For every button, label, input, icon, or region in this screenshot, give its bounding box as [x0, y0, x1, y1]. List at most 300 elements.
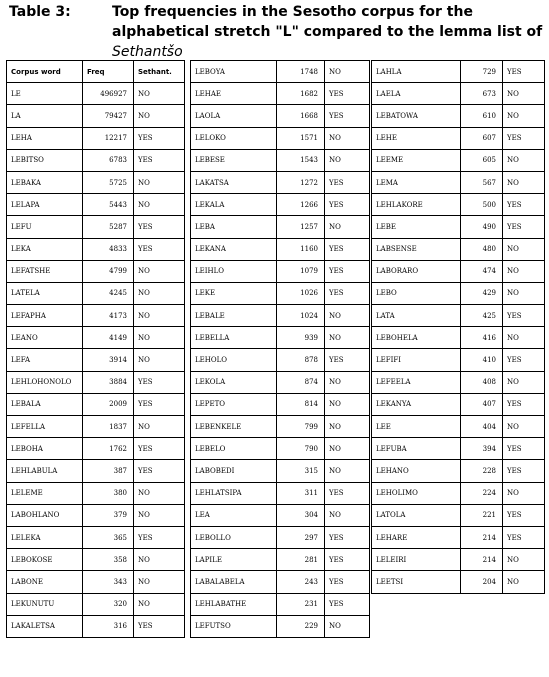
freq-cell: 4833 [83, 238, 134, 260]
freq-cell: 939 [277, 327, 325, 349]
table-row [372, 238, 545, 260]
sethant-cell: YES [325, 260, 370, 282]
freq-cell: 480 [461, 238, 503, 260]
freq-cell: 1272 [277, 171, 325, 193]
sethant-cell: YES [325, 194, 370, 216]
corpus-word-cell: LEFU [7, 216, 83, 238]
corpus-word-cell: LEE [372, 416, 461, 438]
sethant-cell: NO [325, 216, 370, 238]
table-row [372, 349, 545, 371]
corpus-word-cell: LEKALA [191, 194, 277, 216]
sethant-cell: YES [134, 526, 185, 548]
table-row [372, 105, 545, 127]
freq-cell: 790 [277, 438, 325, 460]
sethant-cell: NO [134, 105, 185, 127]
corpus-word-cell: LEBOHA [7, 438, 83, 460]
corpus-word-cell: LEBE [372, 216, 461, 238]
table-row [372, 482, 545, 504]
corpus-word-cell: LEFA [7, 349, 83, 371]
table-row [372, 194, 545, 216]
corpus-word-cell: LEHE [372, 127, 461, 149]
sethant-cell: YES [325, 549, 370, 571]
freq-cell: 297 [277, 526, 325, 548]
table-row [7, 238, 185, 260]
freq-cell: 311 [277, 482, 325, 504]
table-row [7, 216, 185, 238]
table-row [191, 260, 370, 282]
freq-cell: 4173 [83, 305, 134, 327]
table-row [372, 216, 545, 238]
table-row [7, 526, 185, 548]
sethant-cell: NO [325, 149, 370, 171]
table-row [191, 482, 370, 504]
sethant-cell: NO [325, 327, 370, 349]
table-row [191, 615, 370, 637]
freq-cell: 1748 [277, 61, 325, 83]
table-row [7, 615, 185, 637]
corpus-word-cell: LEBITSO [7, 149, 83, 171]
corpus-word-cell: LEHLABULA [7, 460, 83, 482]
sethant-cell: YES [134, 371, 185, 393]
table-row [372, 61, 545, 83]
corpus-word-cell: LEHLATSIPA [191, 482, 277, 504]
sethant-cell: YES [134, 438, 185, 460]
corpus-word-cell: LEHLAKORE [372, 194, 461, 216]
freq-cell: 490 [461, 216, 503, 238]
freq-cell: 214 [461, 549, 503, 571]
corpus-word-cell: LEFAPHA [7, 305, 83, 327]
sethant-cell: YES [134, 149, 185, 171]
freq-cell: 4149 [83, 327, 134, 349]
sethant-cell: YES [325, 83, 370, 105]
corpus-word-cell: LABOBEDI [191, 460, 277, 482]
table-row [7, 83, 185, 105]
freq-cell: 229 [277, 615, 325, 637]
corpus-word-cell: LAELA [372, 83, 461, 105]
corpus-word-cell: LABONE [7, 571, 83, 593]
corpus-word-cell: LEFIFI [372, 349, 461, 371]
corpus-word-cell: LABSENSE [372, 238, 461, 260]
table-row [7, 349, 185, 371]
table-row [7, 149, 185, 171]
table-row [7, 260, 185, 282]
freq-cell: 316 [83, 615, 134, 637]
table-row [372, 571, 545, 593]
sethant-cell: NO [503, 105, 545, 127]
freq-cell: 204 [461, 571, 503, 593]
sethant-cell: NO [503, 549, 545, 571]
table-row [191, 504, 370, 526]
freq-cell: 408 [461, 371, 503, 393]
corpus-word-cell: LEBATOWA [372, 105, 461, 127]
corpus-word-cell: LEHANO [372, 460, 461, 482]
sethant-cell: NO [134, 83, 185, 105]
caption-italic: Sethantšo [112, 44, 183, 60]
table-row [191, 238, 370, 260]
table-row [191, 149, 370, 171]
freq-cell: 1543 [277, 149, 325, 171]
corpus-word-cell: LEBA [191, 216, 277, 238]
freq-cell: 304 [277, 504, 325, 526]
sethant-cell: YES [503, 438, 545, 460]
sethant-cell: YES [325, 282, 370, 304]
sethant-cell: YES [503, 504, 545, 526]
sethant-cell: NO [503, 83, 545, 105]
table-row [191, 549, 370, 571]
corpus-word-cell: LEKANYA [372, 393, 461, 415]
table-row [191, 371, 370, 393]
table-row [7, 549, 185, 571]
table-row [191, 526, 370, 548]
freq-cell: 380 [83, 482, 134, 504]
table-row [372, 83, 545, 105]
corpus-word-cell: LEFUTSO [191, 615, 277, 637]
freq-cell: 673 [461, 83, 503, 105]
freq-cell: 474 [461, 260, 503, 282]
table-row [7, 438, 185, 460]
freq-cell: 4799 [83, 260, 134, 282]
sethant-cell: NO [325, 371, 370, 393]
sethant-cell: NO [134, 260, 185, 282]
table-number: Table 3: [9, 4, 71, 20]
corpus-word-cell: LEHARE [372, 526, 461, 548]
corpus-word-cell: LEBAKA [7, 171, 83, 193]
freq-cell: 3884 [83, 371, 134, 393]
table-row [372, 282, 545, 304]
corpus-word-cell: LEA [191, 504, 277, 526]
header-sethant: Sethant. [134, 61, 185, 83]
sethant-cell: YES [503, 393, 545, 415]
sethant-cell: YES [134, 615, 185, 637]
sethant-cell: YES [325, 105, 370, 127]
sethant-cell: NO [325, 615, 370, 637]
header-corpus-word: Corpus word [7, 61, 83, 83]
freq-cell: 878 [277, 349, 325, 371]
freq-cell: 1257 [277, 216, 325, 238]
corpus-word-cell: LAHLA [372, 61, 461, 83]
freq-cell: 387 [83, 460, 134, 482]
corpus-word-cell: LATA [372, 305, 461, 327]
table-row [372, 305, 545, 327]
freq-cell: 365 [83, 526, 134, 548]
corpus-word-cell: LEBESE [191, 149, 277, 171]
sethant-cell: NO [134, 349, 185, 371]
sethant-cell: YES [325, 526, 370, 548]
freq-cell: 874 [277, 371, 325, 393]
freq-cell: 407 [461, 393, 503, 415]
header-freq: Freq [83, 61, 134, 83]
table-row [372, 438, 545, 460]
sethant-cell: YES [134, 460, 185, 482]
corpus-word-cell: LEKOLA [191, 371, 277, 393]
table-row [191, 305, 370, 327]
sethant-cell: YES [134, 393, 185, 415]
corpus-word-cell: LELAPA [7, 194, 83, 216]
corpus-word-cell: LABALABELA [191, 571, 277, 593]
sethant-cell: NO [503, 260, 545, 282]
freq-cell: 410 [461, 349, 503, 371]
freq-cell: 1266 [277, 194, 325, 216]
corpus-word-cell: LEIHLO [191, 260, 277, 282]
table-row [372, 260, 545, 282]
corpus-word-cell: LEMA [372, 171, 461, 193]
table-row [191, 593, 370, 615]
table-row [191, 571, 370, 593]
freq-cell: 4245 [83, 282, 134, 304]
corpus-word-cell: LAOLA [191, 105, 277, 127]
table-row [191, 393, 370, 415]
corpus-word-cell: LEHOLIMO [372, 482, 461, 504]
sethant-cell: NO [134, 171, 185, 193]
table-row [191, 83, 370, 105]
freq-cell: 5725 [83, 171, 134, 193]
table-row [191, 282, 370, 304]
corpus-word-cell: LAPILE [191, 549, 277, 571]
corpus-word-cell: LEBOKOSE [7, 549, 83, 571]
freq-cell: 799 [277, 416, 325, 438]
freq-cell: 496927 [83, 83, 134, 105]
corpus-word-cell: LABORARO [372, 260, 461, 282]
freq-cell: 224 [461, 482, 503, 504]
corpus-word-cell: LA [7, 105, 83, 127]
freq-cell: 1682 [277, 83, 325, 105]
sethant-cell: YES [325, 171, 370, 193]
freq-cell: 3914 [83, 349, 134, 371]
freq-cell: 315 [277, 460, 325, 482]
corpus-word-cell: LEKE [191, 282, 277, 304]
corpus-word-cell: LEHOLO [191, 349, 277, 371]
freq-cell: 1024 [277, 305, 325, 327]
freq-cell: 1026 [277, 282, 325, 304]
corpus-word-cell: LEBOYA [191, 61, 277, 83]
caption-text [112, 2, 544, 62]
freq-cell: 358 [83, 549, 134, 571]
corpus-word-cell: LEKANA [191, 238, 277, 260]
sethant-cell: YES [503, 526, 545, 548]
sethant-cell: YES [503, 460, 545, 482]
table-row [372, 127, 545, 149]
sethant-cell: YES [325, 571, 370, 593]
table-row [372, 549, 545, 571]
freq-cell: 567 [461, 171, 503, 193]
freq-cell: 243 [277, 571, 325, 593]
table-row [7, 571, 185, 593]
freq-cell: 6783 [83, 149, 134, 171]
corpus-word-cell: LEHLOHONOLO [7, 371, 83, 393]
freq-cell: 379 [83, 504, 134, 526]
sethant-cell: NO [503, 171, 545, 193]
table-row [7, 460, 185, 482]
sethant-cell: NO [134, 305, 185, 327]
sethant-cell: NO [134, 416, 185, 438]
corpus-word-cell: LEANO [7, 327, 83, 349]
freq-cell: 1837 [83, 416, 134, 438]
sethant-cell: NO [503, 238, 545, 260]
freq-cell: 610 [461, 105, 503, 127]
sethant-cell: NO [503, 282, 545, 304]
caption-lead: Top frequencies in the Sesotho corpus for the alphabetical stretch "L" compared to the lemma list of [112, 4, 543, 40]
table-row [7, 105, 185, 127]
corpus-word-cell: LEBENKELE [191, 416, 277, 438]
table-row [372, 371, 545, 393]
freq-cell: 5443 [83, 194, 134, 216]
sethant-cell: NO [325, 305, 370, 327]
freq-cell: 79427 [83, 105, 134, 127]
freq-cell: 425 [461, 305, 503, 327]
table-row [191, 127, 370, 149]
freq-cell: 221 [461, 504, 503, 526]
table-row [7, 127, 185, 149]
table-row [372, 460, 545, 482]
corpus-word-cell: LELEKA [7, 526, 83, 548]
corpus-word-cell: LEBALE [191, 305, 277, 327]
sethant-cell: NO [503, 371, 545, 393]
sethant-cell: YES [503, 127, 545, 149]
corpus-word-cell: LEKA [7, 238, 83, 260]
sethant-cell: NO [503, 327, 545, 349]
freq-cell: 394 [461, 438, 503, 460]
table-row [372, 149, 545, 171]
sethant-cell: NO [134, 504, 185, 526]
sethant-cell: YES [325, 238, 370, 260]
sethant-cell: NO [503, 571, 545, 593]
freq-cell: 1079 [277, 260, 325, 282]
corpus-word-cell: LEBELO [191, 438, 277, 460]
table-block-3 [371, 60, 545, 594]
sethant-cell: NO [134, 327, 185, 349]
table-row [7, 504, 185, 526]
table-row [191, 460, 370, 482]
table-row [372, 327, 545, 349]
table-row [7, 393, 185, 415]
table-row [191, 438, 370, 460]
corpus-word-cell: LABOHLANO [7, 504, 83, 526]
table-row [7, 482, 185, 504]
corpus-word-cell: LEBO [372, 282, 461, 304]
sethant-cell: NO [325, 61, 370, 83]
corpus-word-cell: LEFELLA [7, 416, 83, 438]
corpus-word-cell: LEBALA [7, 393, 83, 415]
corpus-word-cell: LAKALETSA [7, 615, 83, 637]
corpus-word-cell: LEHLABATHE [191, 593, 277, 615]
freq-cell: 429 [461, 282, 503, 304]
table-block-2 [190, 60, 370, 638]
corpus-word-cell: LEHAE [191, 83, 277, 105]
freq-cell: 404 [461, 416, 503, 438]
sethant-cell: NO [325, 416, 370, 438]
freq-cell: 729 [461, 61, 503, 83]
corpus-word-cell: LEBELLA [191, 327, 277, 349]
corpus-word-cell: LEHA [7, 127, 83, 149]
sethant-cell: YES [325, 593, 370, 615]
freq-cell: 343 [83, 571, 134, 593]
freq-cell: 228 [461, 460, 503, 482]
corpus-word-cell: LEFUBA [372, 438, 461, 460]
table-row [372, 504, 545, 526]
corpus-word-cell: LEEME [372, 149, 461, 171]
sethant-cell: YES [503, 305, 545, 327]
sethant-cell: YES [134, 238, 185, 260]
corpus-word-cell: LELEIRI [372, 549, 461, 571]
freq-cell: 1571 [277, 127, 325, 149]
corpus-word-cell: LEETSI [372, 571, 461, 593]
table-row [191, 327, 370, 349]
corpus-word-cell: LATELA [7, 282, 83, 304]
header-row [7, 61, 185, 83]
freq-cell: 416 [461, 327, 503, 349]
freq-cell: 12217 [83, 127, 134, 149]
corpus-word-cell: LEFATSHE [7, 260, 83, 282]
sethant-cell: YES [134, 127, 185, 149]
freq-cell: 231 [277, 593, 325, 615]
table-row [191, 349, 370, 371]
sethant-cell: YES [134, 216, 185, 238]
freq-cell: 2009 [83, 393, 134, 415]
sethant-cell: NO [134, 549, 185, 571]
sethant-cell: NO [134, 482, 185, 504]
sethant-cell: NO [325, 393, 370, 415]
sethant-cell: NO [503, 416, 545, 438]
freq-cell: 320 [83, 593, 134, 615]
table-row [7, 305, 185, 327]
table-row [7, 416, 185, 438]
sethant-cell: YES [325, 349, 370, 371]
freq-cell: 214 [461, 526, 503, 548]
freq-cell: 281 [277, 549, 325, 571]
table-row [372, 416, 545, 438]
table-row [7, 371, 185, 393]
sethant-cell: NO [503, 482, 545, 504]
corpus-word-cell: LEKUNUTU [7, 593, 83, 615]
sethant-cell: NO [134, 571, 185, 593]
table-row [372, 526, 545, 548]
sethant-cell: NO [325, 127, 370, 149]
table-row [7, 194, 185, 216]
table-row [191, 61, 370, 83]
sethant-cell: NO [134, 593, 185, 615]
freq-cell: 5287 [83, 216, 134, 238]
corpus-word-cell: LEFEELA [372, 371, 461, 393]
corpus-word-cell: LAKATSA [191, 171, 277, 193]
table-row [7, 593, 185, 615]
table-row [7, 327, 185, 349]
corpus-word-cell: LELOKO [191, 127, 277, 149]
table-row [191, 194, 370, 216]
table-block-1 [6, 60, 185, 638]
table-row [7, 171, 185, 193]
table-row [191, 171, 370, 193]
table-row [191, 416, 370, 438]
sethant-cell: NO [134, 282, 185, 304]
freq-cell: 1668 [277, 105, 325, 127]
sethant-cell: YES [325, 482, 370, 504]
sethant-cell: NO [325, 504, 370, 526]
table-row [372, 171, 545, 193]
freq-cell: 607 [461, 127, 503, 149]
freq-cell: 1762 [83, 438, 134, 460]
freq-cell: 500 [461, 194, 503, 216]
corpus-word-cell: LE [7, 83, 83, 105]
sethant-cell: YES [503, 194, 545, 216]
table-row [7, 282, 185, 304]
corpus-word-cell: LEBOHELA [372, 327, 461, 349]
corpus-word-cell: LEPETO [191, 393, 277, 415]
sethant-cell: YES [503, 216, 545, 238]
sethant-cell: NO [325, 438, 370, 460]
table-row [191, 216, 370, 238]
table-row [372, 393, 545, 415]
corpus-word-cell: LEBOLLO [191, 526, 277, 548]
